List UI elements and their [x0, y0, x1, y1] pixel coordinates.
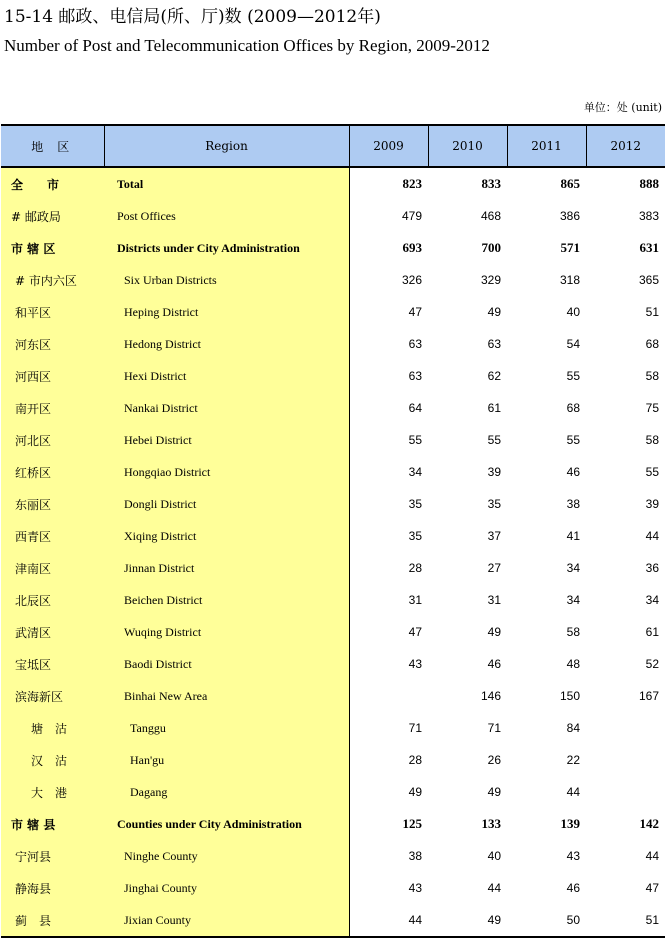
value-cell-2009: 63	[408, 337, 422, 351]
value-cell-2011: 84	[566, 721, 580, 735]
value-cell-2012: 51	[586, 904, 665, 937]
table-row	[1, 552, 665, 584]
value-cell-2011: 55	[566, 433, 580, 447]
table-row	[1, 456, 665, 488]
value-cell-2012: 58	[645, 433, 659, 447]
value-cell-2011: 46	[566, 881, 580, 895]
value-cell-2010: 46	[487, 657, 501, 671]
value-cell-2010: 39	[487, 465, 501, 479]
value-cell-2010: 62	[487, 369, 501, 383]
table-row	[1, 904, 665, 937]
value-cell-2009: 43	[408, 657, 422, 671]
table-row	[1, 360, 665, 392]
value-cell-2011: 34	[566, 561, 580, 575]
region-name-cn: 大 港	[1, 776, 104, 808]
value-cell-2010: 40	[487, 849, 501, 863]
region-name-cn: 武清区	[1, 616, 104, 648]
value-cell-2009: 47	[408, 625, 422, 639]
region-name-en: Hexi District	[104, 360, 349, 392]
value-cell-2010: 133	[481, 816, 501, 831]
value-cell-2011: 50	[507, 904, 586, 937]
value-cell-2011: 68	[566, 401, 580, 415]
value-cell-2009: 38	[408, 849, 422, 863]
table-row	[1, 488, 665, 520]
table-row	[1, 808, 665, 840]
value-cell-2010: 31	[487, 593, 501, 607]
value-cell-2012: 34	[645, 593, 659, 607]
table-row	[1, 872, 665, 904]
value-cell-2009: 693	[402, 240, 422, 255]
region-name-en: Hedong District	[104, 328, 349, 360]
value-cell-2012: 167	[638, 689, 659, 703]
region-name-en: Beichen District	[104, 584, 349, 616]
value-cell-2009: 47	[408, 305, 422, 319]
region-name-cn: 和平区	[1, 296, 104, 328]
value-cell-2012: 39	[645, 497, 659, 511]
table-row	[1, 424, 665, 456]
table-row	[1, 167, 665, 200]
region-name-en: Counties under City Administration	[104, 808, 349, 840]
region-name-cn: 河东区	[1, 328, 104, 360]
region-name-cn: 河北区	[1, 424, 104, 456]
value-cell-2010: 329	[480, 273, 501, 287]
value-cell-2009: 49	[408, 785, 422, 799]
value-cell-2011: 44	[566, 785, 580, 799]
value-cell-2011: 46	[566, 465, 580, 479]
region-name-cn: 蓟 县	[1, 904, 104, 937]
value-cell-2010: 44	[487, 881, 501, 895]
value-cell-2010: 833	[481, 176, 501, 191]
value-cell-2012	[586, 776, 665, 808]
region-name-cn: 市 辖 区	[1, 232, 104, 264]
value-cell-2011: 386	[559, 209, 580, 223]
region-name-cn: 滨海新区	[1, 680, 104, 712]
value-cell-2009: 35	[408, 529, 422, 543]
value-cell-2010: 27	[487, 561, 501, 575]
region-name-cn: 北辰区	[1, 584, 104, 616]
value-cell-2012	[586, 712, 665, 744]
value-cell-2011: 318	[559, 273, 580, 287]
value-cell-2011: 40	[566, 305, 580, 319]
table-row	[1, 712, 665, 744]
region-name-en: Hongqiao District	[104, 456, 349, 488]
value-cell-2010: 700	[481, 240, 501, 255]
table-row	[1, 200, 665, 232]
page-title-english: Number of Post and Telecommunication Offices by Region, 2009-2012	[4, 36, 490, 55]
value-cell-2009: 55	[408, 433, 422, 447]
value-cell-2012: 44	[645, 849, 659, 863]
table-row	[1, 584, 665, 616]
table-row	[1, 232, 665, 264]
value-cell-2010: 146	[480, 689, 501, 703]
region-name-cn: 津南区	[1, 552, 104, 584]
value-cell-2010: 468	[480, 209, 501, 223]
region-name-en: Wuqing District	[104, 616, 349, 648]
header-year-2012: 2012	[586, 125, 665, 167]
region-name-cn: 宝坻区	[1, 648, 104, 680]
value-cell-2012: 61	[645, 625, 659, 639]
region-name-en: Total	[104, 167, 349, 200]
value-cell-2009: 326	[401, 273, 422, 287]
value-cell-2011: 55	[566, 369, 580, 383]
value-cell-2011: 571	[560, 240, 580, 255]
region-name-cn: 汉 沽	[1, 744, 104, 776]
region-name-en: Jixian County	[104, 904, 349, 937]
value-cell-2010: 26	[487, 753, 501, 767]
table-header-row	[1, 125, 665, 167]
value-cell-2010: 35	[487, 497, 501, 511]
value-cell-2012: 58	[645, 369, 659, 383]
region-name-en: Six Urban Districts	[104, 264, 349, 296]
region-name-en: Hebei District	[104, 424, 349, 456]
value-cell-2011: 150	[559, 689, 580, 703]
value-cell-2012: 75	[645, 401, 659, 415]
region-name-en: Dongli District	[104, 488, 349, 520]
table-row	[1, 776, 665, 808]
region-name-en: Nankai District	[104, 392, 349, 424]
table-row	[1, 680, 665, 712]
value-cell-2009: 823	[402, 176, 422, 191]
value-cell-2012: 68	[645, 337, 659, 351]
value-cell-2012: 36	[645, 561, 659, 575]
header-year-2009: 2009	[349, 125, 428, 167]
region-name-en: Post Offices	[104, 200, 349, 232]
value-cell-2009: 44	[349, 904, 428, 937]
region-name-en: Heping District	[104, 296, 349, 328]
value-cell-2010: 49	[487, 305, 501, 319]
region-name-cn: # 邮政局	[1, 200, 104, 232]
table-row	[1, 264, 665, 296]
value-cell-2009: 64	[408, 401, 422, 415]
region-name-en: Binhai New Area	[104, 680, 349, 712]
region-name-en: Xiqing District	[104, 520, 349, 552]
value-cell-2010: 63	[487, 337, 501, 351]
header-year-2011: 2011	[507, 125, 586, 167]
value-cell-2012: 52	[645, 657, 659, 671]
value-cell-2009: 31	[408, 593, 422, 607]
value-cell-2010: 61	[487, 401, 501, 415]
value-cell-2010: 55	[487, 433, 501, 447]
unit-label: 单位：处 (unit)	[583, 101, 662, 114]
region-name-cn: 西青区	[1, 520, 104, 552]
region-name-en: Tanggu	[104, 712, 349, 744]
header-year-2010: 2010	[428, 125, 507, 167]
table-row	[1, 744, 665, 776]
region-name-en: Han'gu	[104, 744, 349, 776]
value-cell-2010: 71	[487, 721, 501, 735]
table-row	[1, 328, 665, 360]
region-name-cn: 塘 沽	[1, 712, 104, 744]
region-name-cn: 红桥区	[1, 456, 104, 488]
value-cell-2011: 43	[566, 849, 580, 863]
value-cell-2010: 49	[487, 785, 501, 799]
region-name-cn: 南开区	[1, 392, 104, 424]
value-cell-2012: 55	[645, 465, 659, 479]
region-name-cn: 河西区	[1, 360, 104, 392]
value-cell-2009: 28	[408, 561, 422, 575]
table-row	[1, 840, 665, 872]
region-name-cn: 东丽区	[1, 488, 104, 520]
value-cell-2012: 888	[639, 176, 659, 191]
value-cell-2012: 44	[645, 529, 659, 543]
region-name-cn: 宁河县	[1, 840, 104, 872]
value-cell-2009: 28	[408, 753, 422, 767]
region-name-cn: # 市内六区	[1, 264, 104, 296]
value-cell-2012: 383	[638, 209, 659, 223]
statistics-table	[1, 124, 665, 938]
value-cell-2009: 63	[408, 369, 422, 383]
value-cell-2011: 54	[566, 337, 580, 351]
table-row	[1, 392, 665, 424]
table-row	[1, 296, 665, 328]
value-cell-2012: 51	[645, 305, 659, 319]
region-name-en: Jinghai County	[104, 872, 349, 904]
region-name-cn: 市 辖 县	[1, 808, 104, 840]
value-cell-2010: 49	[428, 904, 507, 937]
table-row	[1, 616, 665, 648]
header-region-cn: 地区	[1, 125, 104, 167]
value-cell-2011: 38	[566, 497, 580, 511]
value-cell-2011: 41	[566, 529, 580, 543]
region-name-en: Jinnan District	[104, 552, 349, 584]
value-cell-2010: 37	[487, 529, 501, 543]
value-cell-2011: 58	[566, 625, 580, 639]
value-cell-2009: 34	[408, 465, 422, 479]
page-title-chinese: 15-14 邮政、电信局(所、厅)数 (2009—2012年)	[4, 7, 381, 27]
region-name-cn: 全 市	[1, 167, 104, 200]
value-cell-2011: 22	[566, 753, 580, 767]
value-cell-2009: 35	[408, 497, 422, 511]
value-cell-2009: 43	[408, 881, 422, 895]
value-cell-2012: 142	[639, 816, 659, 831]
value-cell-2012: 47	[645, 881, 659, 895]
region-name-en: Districts under City Administration	[104, 232, 349, 264]
value-cell-2009	[349, 680, 428, 712]
value-cell-2011: 139	[560, 816, 580, 831]
value-cell-2011: 34	[566, 593, 580, 607]
region-name-cn: 静海县	[1, 872, 104, 904]
region-name-en: Dagang	[104, 776, 349, 808]
value-cell-2009: 125	[402, 816, 422, 831]
value-cell-2011: 865	[560, 176, 580, 191]
value-cell-2009: 71	[408, 721, 422, 735]
value-cell-2012: 631	[639, 240, 659, 255]
value-cell-2012: 365	[638, 273, 659, 287]
region-name-en: Baodi District	[104, 648, 349, 680]
table-row	[1, 648, 665, 680]
value-cell-2012	[586, 744, 665, 776]
value-cell-2011: 48	[566, 657, 580, 671]
table-row	[1, 520, 665, 552]
header-region-en: Region	[104, 125, 349, 167]
region-name-en: Ninghe County	[104, 840, 349, 872]
value-cell-2010: 49	[487, 625, 501, 639]
value-cell-2009: 479	[401, 209, 422, 223]
